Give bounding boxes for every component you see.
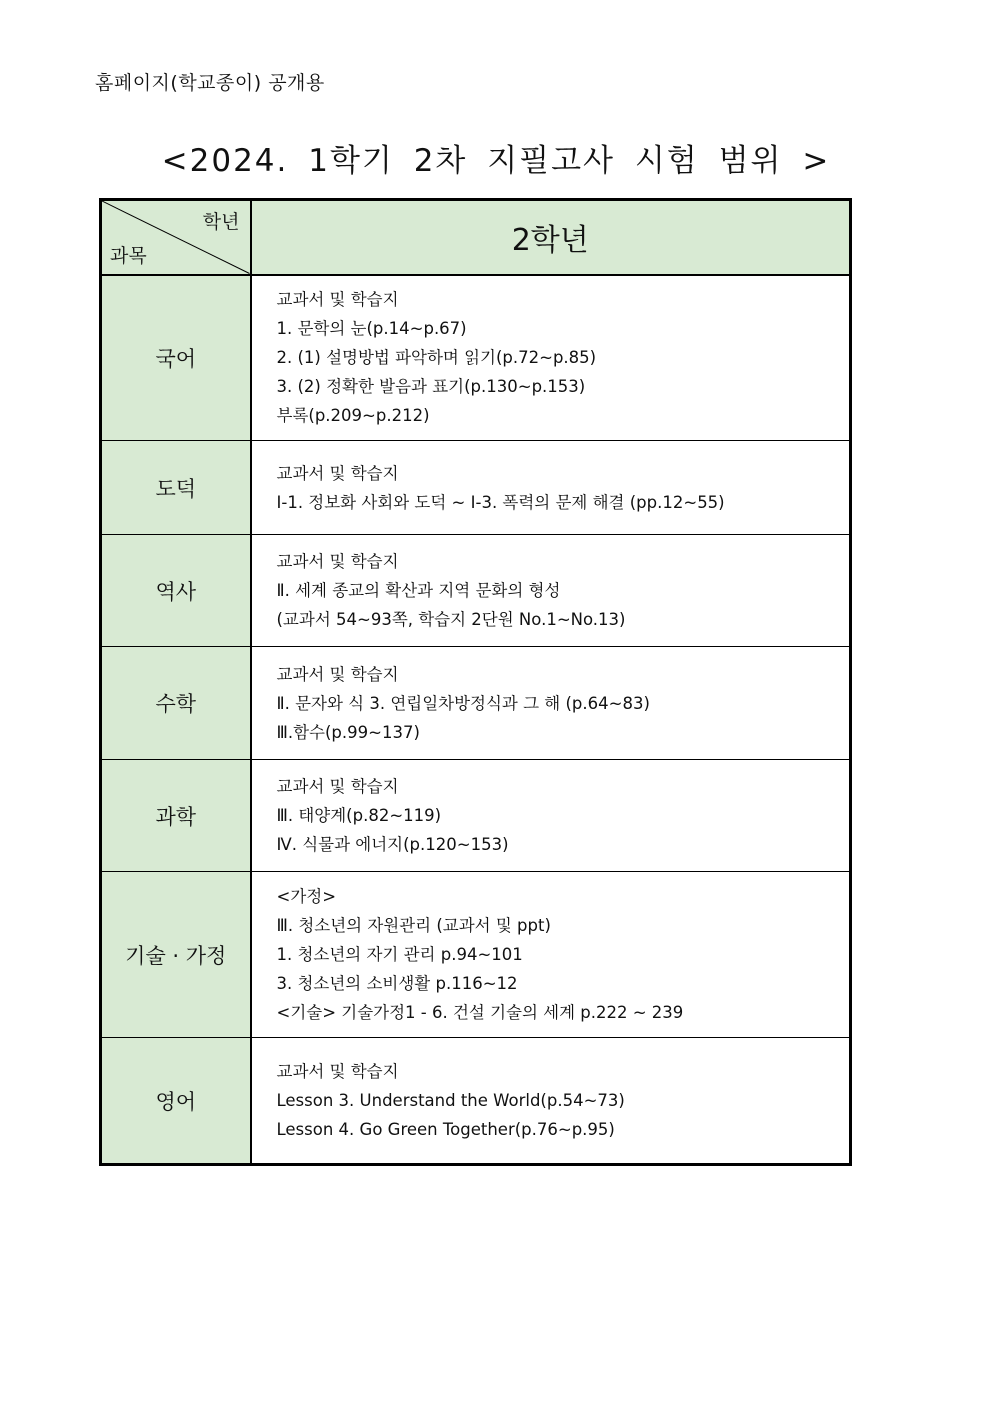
exam-scope-table — [99, 198, 852, 1166]
scope-line: (교과서 54~93쪽, 학습지 2단원 No.1~No.13) — [276, 610, 626, 629]
scope-line: 교과서 및 학습지 — [276, 463, 399, 483]
subject-cell: 과학 — [101, 760, 251, 872]
scope-line: 2. (1) 설명방법 파악하며 읽기(p.72~p.85) — [276, 348, 597, 368]
scope-cell — [251, 872, 851, 1038]
document-title: <2024. 1학기 2차 지필고사 시험 범위 > — [161, 143, 831, 179]
scope-cell — [251, 647, 851, 760]
subject-cell: 도덕 — [101, 441, 251, 535]
scope-line: Ⅱ. 문자와 식 3. 연립일차방정식과 그 해 (p.64~83) — [276, 693, 650, 713]
scope-line: 3. (2) 정확한 발음과 표기(p.130~p.153) — [276, 377, 586, 397]
scope-line: Ⅳ. 식물과 에너지(p.120~153) — [276, 835, 509, 854]
table-header-row — [101, 200, 851, 275]
corner-grade-label: 학년 — [202, 211, 240, 233]
table-row — [101, 760, 851, 872]
scope-line: 1. 청소년의 자기 관리 p.94~101 — [276, 945, 523, 964]
table-row — [101, 647, 851, 760]
corner-cell — [101, 200, 251, 275]
scope-line: 교과서 및 학습지 — [276, 777, 399, 796]
scope-line: Ⅰ-1. 정보화 사회와 도덕 ~ Ⅰ-3. 폭력의 문제 해결 (pp.12~55) — [276, 492, 725, 512]
scope-cell — [251, 441, 851, 535]
scope-line: 부록(p.209~p.212) — [276, 406, 430, 426]
subject-cell: 기술 · 가정 — [101, 872, 251, 1038]
scope-cell — [251, 275, 851, 441]
scope-line: <가정> — [276, 887, 337, 906]
scope-cell — [251, 760, 851, 872]
table-row — [101, 441, 851, 535]
scope-line: <기술> 기술가정1 - 6. 건설 기술의 세계 p.222 ~ 239 — [276, 1003, 684, 1022]
table-row — [101, 1038, 851, 1165]
subject-cell: 수학 — [101, 647, 251, 760]
scope-line: Ⅲ. 태양계(p.82~119) — [276, 806, 442, 825]
scope-line: 교과서 및 학습지 — [276, 1062, 399, 1081]
grade-header: 2학년 — [251, 200, 851, 275]
scope-line: 교과서 및 학습지 — [276, 664, 399, 684]
subject-cell: 국어 — [101, 275, 251, 441]
scope-cell — [251, 535, 851, 647]
scope-cell — [251, 1038, 851, 1165]
scope-line: Lesson 3. Understand the World(p.54~73) — [276, 1091, 625, 1110]
scope-line: 교과서 및 학습지 — [276, 290, 399, 310]
table-row — [101, 872, 851, 1038]
table-row — [101, 535, 851, 647]
table-row — [101, 275, 851, 441]
scope-line: 3. 청소년의 소비생활 p.116~12 — [276, 974, 518, 993]
scope-line: Ⅲ. 청소년의 자원관리 (교과서 및 ppt) — [276, 916, 551, 935]
scope-line: 1. 문학의 눈(p.14~p.67) — [276, 319, 467, 339]
subject-cell: 역사 — [101, 535, 251, 647]
scope-line: Lesson 4. Go Green Together(p.76~p.95) — [276, 1120, 615, 1139]
header-note: 홈페이지(학교종이) 공개용 — [95, 72, 325, 94]
scope-line: 교과서 및 학습지 — [276, 552, 399, 571]
scope-line: Ⅱ. 세계 종교의 확산과 지역 문화의 형성 — [276, 581, 561, 600]
scope-line: Ⅲ.함수(p.99~137) — [276, 722, 420, 742]
corner-subject-label: 과목 — [110, 244, 147, 267]
subject-cell: 영어 — [101, 1038, 251, 1165]
